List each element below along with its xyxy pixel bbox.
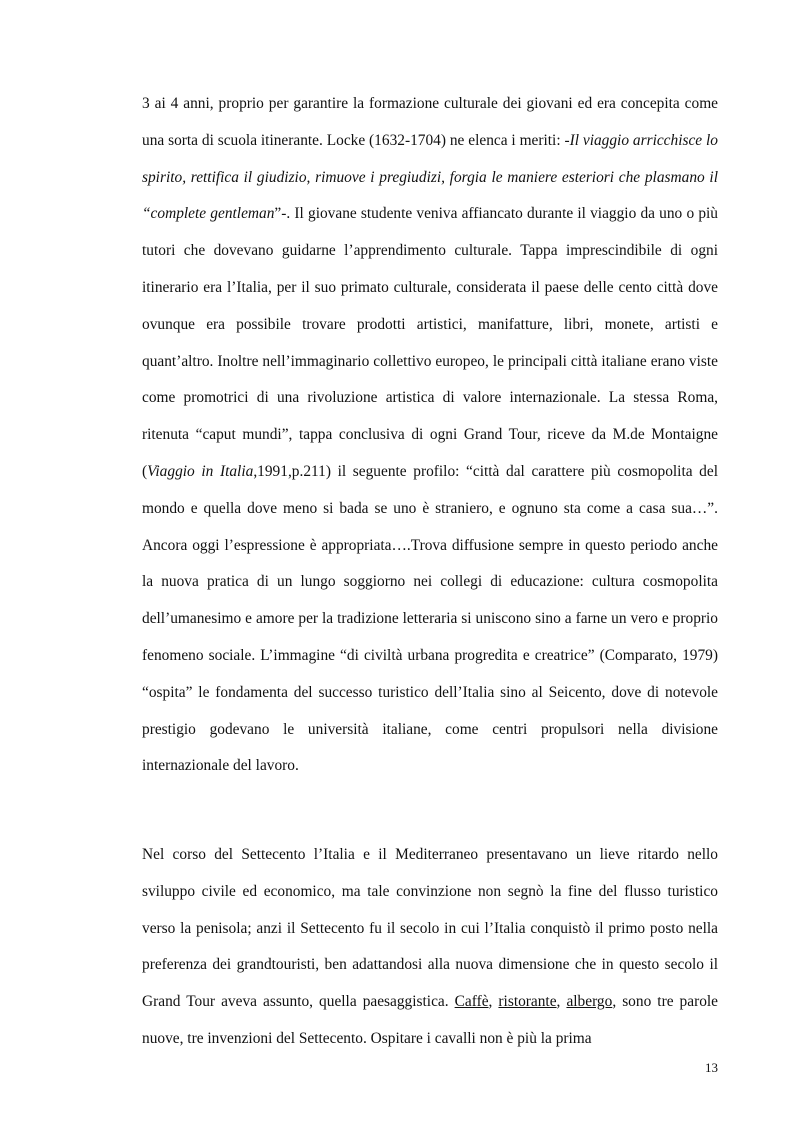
paragraph-2-segment-1: Nel corso del Settecento l’Italia e il Mediterraneo presentavano un lieve ritardo nello sviluppo civile ed economico, ma tale convinzione non segnò la fine del flusso turistico verso la penisola; anzi il Settecento fu il secolo in cui l’Italia conquistò il primo posto nella preferenza dei grandtouristi, ben adattandosi alla nuova dimensione che in questo secolo il Grand Tour aveva assunto, quella paesaggistica. bbox=[142, 846, 718, 1011]
paragraph-1-segment-5: ,1991,p.211) il seguente profilo: “città dal carattere più cosmopolita del mondo e quella dove meno si bada se uno è straniero, e ognuno sta come a casa sua…”. Ancora oggi l’espressione è appropriata….Trova diffusione sempre in questo periodo anche la nuova pratica di un lungo soggiorno nei collegi di educazione: cultura cosmopolita dell’umanesimo e amore per la tradizione letteraria si uniscono sino a farne un vero e proprio fenomeno sociale. L’immagine “di civiltà urbana progredita e creatrice” (Comparato, 1979) “ospita” le fondamenta del successo turistico dell’Italia sino al Seicento, dove di notevole prestigio godevano le università italiane, come centri propulsori nella divisione internazionale del lavoro. bbox=[142, 462, 718, 775]
paragraph-2-comma-2: , bbox=[556, 993, 567, 1011]
paragraph-2-segment-7: , sono tre parole nuove, tre invenzioni del Settecento. Ospitare i cavalli non è più la prima bbox=[142, 993, 719, 1047]
paragraph-1-book-title: Viaggio in Italia bbox=[147, 462, 254, 480]
paragraph-1 bbox=[142, 86, 718, 785]
word-ristorante: ristorante bbox=[498, 993, 557, 1011]
paragraph-2-comma-1: , bbox=[488, 993, 499, 1011]
page-number: 13 bbox=[705, 1060, 718, 1075]
paragraph-1-locke-quote: Il viaggio arricchisce lo spirito, rettifica il giudizio, rimuove i pregiudizi, forgia le maniere esteriori che plasmano il “complete gentleman bbox=[142, 131, 718, 223]
word-caffe: Caffè bbox=[454, 993, 489, 1011]
word-albergo: albergo bbox=[566, 993, 613, 1011]
paragraph-1-segment-1: 3 ai 4 anni, proprio per garantire la formazione culturale dei giovani ed era concepita come una sorta di scuola itinerante. Locke (1632-1704) ne elenca i meriti: - bbox=[142, 95, 718, 149]
paragraph-1-segment-3: ”-. Il giovane studente veniva affiancato durante il viaggio da uno o più tutori che dovevano guidarne l’apprendimento culturale. Tappa imprescindibile di ogni itinerario era l’Italia, per il suo primato culturale, considerata il paese delle cento città dove ovunque era possibile trovare prodotti artistici, manifatture, libri, monete, artisti e quant’altro. Inoltre nell’immaginario collettivo europeo, le principali città italiane erano viste come promotrici di una rivoluzione artistica di valore internazionale. La stessa Roma, ritenuta “caput mundi”, tappa conclusiva di ogni Grand Tour, riceve da M.de Montaigne ( bbox=[142, 205, 718, 480]
paragraph-2 bbox=[142, 837, 718, 1058]
